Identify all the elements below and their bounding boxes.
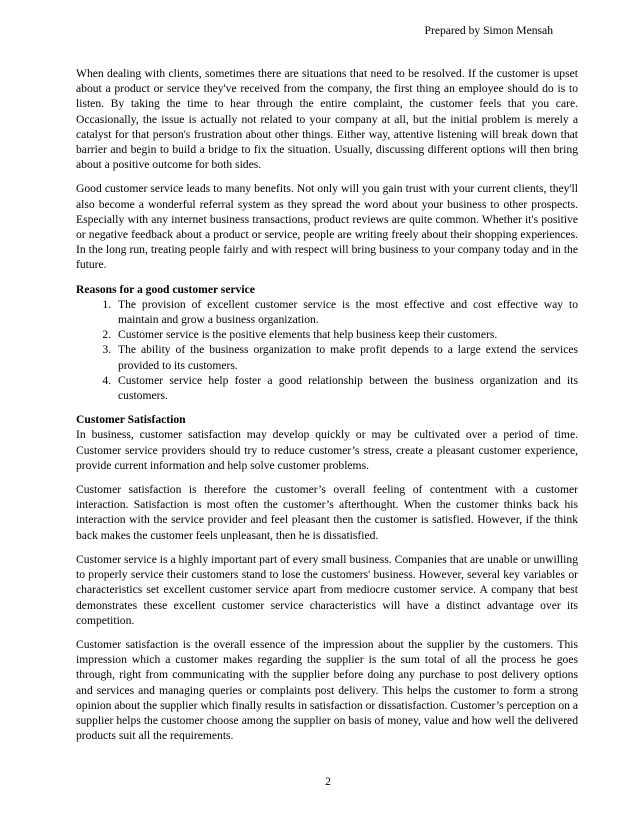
satisfaction-heading: Customer Satisfaction bbox=[76, 413, 186, 427]
list-item: 4. Customer service help foster a good relationship between the business organization and its customers. bbox=[114, 373, 578, 403]
list-item: 2. Customer service is the positive elements that help business keep their customers. bbox=[114, 327, 578, 342]
page-content bbox=[76, 66, 578, 752]
paragraph-supplier-impression: Customer satisfaction is the overall essence of the impression about the supplier by the customers. This impression which a customer makes regarding the supplier is the sum total of all the process he goes through, right from communicating with the supplier before doing any purchase to post delivery options and services and managing queries or complaints post delivery. This helps the customer to form a strong opinion about the supplier which finally results in satisfaction or dissatisfaction. Customer’s perception on a supplier helps the customer choose among the supplier on basis of money, value and how well the delivered products suit all the requirements. bbox=[76, 637, 578, 743]
reasons-list bbox=[76, 297, 578, 403]
paragraph-benefits: Good customer service leads to many benefits. Not only will you gain trust with your current clients, they'll also become a wonderful referral system as they spread the word about your business to other prospects. Especially with any internet business transactions, product reviews are quite common. Whether it's positive or negative feedback about a product or service, people are writing freely about their shopping experiences. In the long run, treating people fairly and with respect will bring business to your company today and in the future. bbox=[76, 182, 578, 272]
paragraph-satisfaction-definition: Customer satisfaction is therefore the customer’s overall feeling of contentment with a customer interaction. Satisfaction is most often the customer’s afterthought. When the customer thinks back his interaction with the service provider and feel pleasant then the customer is satisfied. However, if the think back makes the customer feels unpleasant, then he is dissatisfied. bbox=[76, 483, 578, 542]
list-item: 3. The ability of the business organization to make profit depends to a large extend the services provided to its customers. bbox=[114, 342, 578, 372]
page-header: Prepared by Simon Mensah bbox=[424, 24, 553, 37]
reasons-heading: Reasons for a good customer service bbox=[76, 282, 255, 296]
paragraph-service-importance: Customer service is a highly important part of every small business. Companies that are unable or unwilling to properly service their customers stand to lose the customers' business. However, several key variables or characteristics set excellent customer service apart from mediocre customer service. A company that best demonstrates these excellent customer service characteristics will have a distinct advantage over its competition. bbox=[76, 552, 578, 627]
list-item: 1. The provision of excellent customer service is the most effective and cost effective way to maintain and grow a business organization. bbox=[114, 297, 578, 327]
page-number: 2 bbox=[325, 775, 331, 788]
paragraph-satisfaction-intro: In business, customer satisfaction may develop quickly or may be cultivated over a period of time. Customer service providers should try to reduce customer’s stress, create a pleasant customer experience, provide current information and help solve customer problems. bbox=[76, 428, 578, 472]
paragraph-listening: When dealing with clients, sometimes there are situations that need to be resolved. If the customer is upset about a product or service they've received from the company, the first thing an employee should do is to listen. By taking the time to hear through the entire complaint, the customer feels that you care. Occasionally, the issue is actually not related to your company at all, but the initial problem is merely a catalyst for that person's frustration about other things. Either way, attentive listening will break down that barrier and begin to build a bridge to fix the situation. Usually, discussing different options will then bring about a positive outcome for both sides. bbox=[76, 67, 578, 172]
